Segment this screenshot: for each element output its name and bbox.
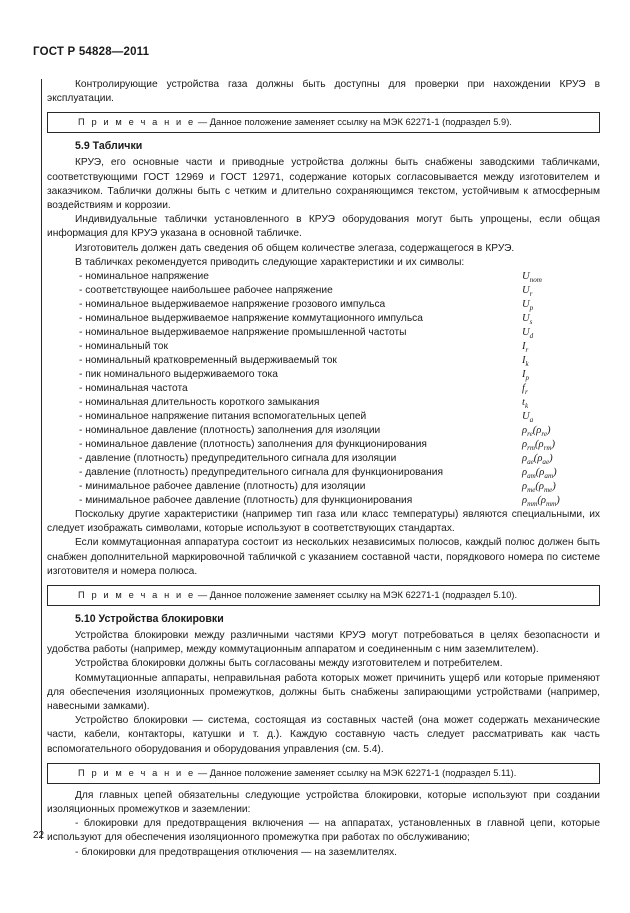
characteristic-row [47, 340, 600, 354]
characteristic-symbol: $t_k$ [522, 397, 529, 411]
characteristic-row [47, 396, 600, 410]
characteristic-description: - минимальное рабочее давление (плотность) для функционирования [79, 495, 413, 507]
note-box-5-10 [47, 585, 600, 606]
paragraph-5-9-6: Если коммутационная аппаратура состоит из нескольких независимых полюсов, каждый полюс должен быть снабжен дополнительной маркировочной табличкой с указанием составной части, порядкового номера по системе изготовителя и номера полюса. [47, 537, 600, 577]
characteristic-row [47, 438, 600, 452]
page-number: 22 [33, 830, 45, 841]
characteristic-description: - номинальное напряжение питания вспомогательных цепей [79, 411, 367, 423]
characteristic-symbol: $U_{nom}$ [522, 271, 542, 285]
margin-change-bar [41, 79, 42, 839]
paragraph-5-10-3: Коммутационные аппараты, неправильная работа которых может причинить ущерб или которые применяют для обеспечения изоляционных промежутков, должны быть снабжены запирающими устройствами (например, навесными замками). [47, 672, 600, 713]
characteristic-description: - номинальное давление (плотность) заполнения для изоляции [79, 425, 381, 437]
note-label: П р и м е ч а н и е [78, 117, 196, 128]
paragraph-5-10-1: Устройства блокировки между различными частями КРУЭ могут потребоваться в целях безопасности и удобства работы (например, между коммутационным аппаратом и соединенным с ним заземлителем). [47, 630, 600, 656]
characteristic-symbol: $I_p$ [522, 369, 530, 383]
characteristic-description: - соответствующее наибольшее рабочее напряжение [79, 285, 333, 297]
bullet-item-2: - блокировки для предотвращения отключения — на заземлителях. [75, 846, 398, 858]
characteristic-row [47, 410, 600, 424]
characteristic-description: - давление (плотность) предупредительного сигнала для функционирования [79, 467, 443, 479]
characteristic-row [47, 466, 600, 480]
characteristic-symbol: $U_s$ [522, 313, 533, 327]
characteristic-symbol: $U_r$ [522, 285, 533, 299]
characteristic-symbol: $\rho_{re}(\rho_{re})$ [522, 425, 551, 439]
characteristic-row [47, 494, 600, 508]
characteristic-row [47, 284, 600, 298]
characteristic-symbol: $f_r$ [522, 383, 528, 397]
characteristic-row [47, 270, 600, 284]
characteristics-list [47, 270, 600, 508]
characteristic-description: - номинальное выдерживаемое напряжение коммутационного импульса [79, 313, 423, 325]
characteristic-row [47, 480, 600, 494]
characteristic-description: - пик номинального выдерживаемого тока [79, 369, 278, 381]
characteristic-description: - номинальная длительность короткого замыкания [79, 397, 320, 409]
characteristic-row [47, 452, 600, 466]
bullet-item-1: - блокировки для предотвращения включения — на аппаратах, установленных в главной цепи, которые используют для обеспечения изоляционного промежутка при работах по обслуживанию; [47, 818, 600, 844]
characteristic-row [47, 326, 600, 340]
characteristic-description: - номинальное давление (плотность) заполнения для функционирования [79, 439, 427, 451]
characteristic-row [47, 368, 600, 382]
characteristic-symbol: $I_k$ [522, 355, 529, 369]
note-5-10-text [52, 589, 595, 601]
note-5-11-body: — Данное положение заменяет ссылку на МЭК 62271-1 (подраздел 5.11). [195, 767, 517, 778]
characteristic-symbol: $I_r$ [522, 341, 529, 355]
characteristic-symbol: $\rho_{me}(\rho_{me})$ [522, 481, 556, 495]
paragraph-5-9-5: Поскольку другие характеристики (например тип газа или класс температуры) являются специальными, их следует изображать символами, которые используют в соответствующих стандартах. [47, 509, 600, 535]
paragraph-5-9-4: В табличках рекомендуется приводить следующие характеристики и их символы: [75, 256, 465, 268]
characteristic-row [47, 312, 600, 326]
characteristic-description: - номинальный кратковременный выдерживаемый ток [79, 355, 337, 367]
characteristic-symbol: $\rho_{mm}(\rho_{mm})$ [522, 495, 560, 509]
characteristic-symbol: $\rho_{am}(\rho_{am})$ [522, 467, 557, 481]
note-5-9-text [52, 116, 595, 128]
characteristic-symbol: $\rho_{ae}(\rho_{ae})$ [522, 453, 553, 467]
characteristic-symbol: $U_d$ [522, 327, 534, 341]
note-label: П р и м е ч а н и е [78, 767, 196, 778]
characteristic-description: - номинальная частота [79, 383, 188, 395]
characteristic-symbol: $U_p$ [522, 299, 534, 313]
document-header: ГОСТ Р 54828—2011 [33, 46, 150, 58]
characteristic-row [47, 382, 600, 396]
characteristic-row [47, 298, 600, 312]
note-5-11-text [52, 767, 595, 779]
note-5-10-body: — Данное положение заменяет ссылку на МЭК 62271-1 (подраздел 5.10). [195, 590, 518, 601]
paragraph-5-9-2: Индивидуальные таблички установленного в КРУЭ оборудования могут быть упрощены, если общая информация для КРУЭ указана в основной табличке. [47, 214, 600, 240]
characteristic-row [47, 354, 600, 368]
note-box-5-9 [47, 112, 600, 133]
note-5-9-body: — Данное положение заменяет ссылку на МЭК 62271-1 (подраздел 5.9). [195, 117, 512, 128]
intro-paragraph: Контролирующие устройства газа должны быть доступны для проверки при нахождении КРУЭ в эксплуатации. [47, 79, 600, 105]
characteristic-description: - номинальный ток [79, 341, 168, 353]
characteristic-description: - номинальное выдерживаемое напряжение промышленной частоты [79, 327, 407, 339]
characteristic-description: - номинальное напряжение [79, 271, 209, 283]
page-content [47, 78, 600, 860]
paragraph-5-10-4: Устройство блокировки — система, состоящая из составных частей (она может содержать механические части, кабели, контакторы, катушки и т. д.). Каждую составную часть следует рассматривать как часть вспомогательного оборудования и оборудования управления (см. 5.4). [47, 715, 600, 755]
paragraph-5-9-1: КРУЭ, его основные части и приводные устройства должны быть снабжены заводскими табличками, соответствующими ГОСТ 12969 и ГОСТ 12971, содержание которых согласовывается между изготовителем и заказчиком. Таблички должны быть с четким и длительно сохраняющимся текстом, устойчивым к атмосферным воздействиям и коррозии. [47, 157, 600, 212]
section-heading-5-10: 5.10 Устройства блокировки [75, 613, 224, 626]
characteristic-symbol: $U_a$ [522, 411, 534, 425]
note-box-5-11 [47, 763, 600, 784]
paragraph-5-9-3: Изготовитель должен дать сведения об общем количестве элегаза, содержащегося в КРУЭ. [75, 242, 515, 254]
characteristic-description: - номинальное выдерживаемое напряжение грозового импульса [79, 299, 386, 311]
paragraph-5-10-5: Для главных цепей обязательны следующие устройства блокировки, которые используют при создании изоляционных промежутков и заземлении: [47, 789, 600, 816]
characteristic-description: - давление (плотность) предупредительного сигнала для изоляции [79, 453, 397, 465]
characteristic-symbol: $\rho_{rm}(\rho_{rm})$ [522, 439, 556, 453]
note-label: П р и м е ч а н и е [78, 590, 196, 601]
characteristic-row [47, 424, 600, 438]
paragraph-5-10-2: Устройства блокировки должны быть согласованы между изготовителем и потребителем. [75, 658, 503, 670]
section-heading-5-9: 5.9 Таблички [75, 140, 143, 153]
characteristic-description: - минимальное рабочее давление (плотность) для изоляции [79, 481, 366, 493]
